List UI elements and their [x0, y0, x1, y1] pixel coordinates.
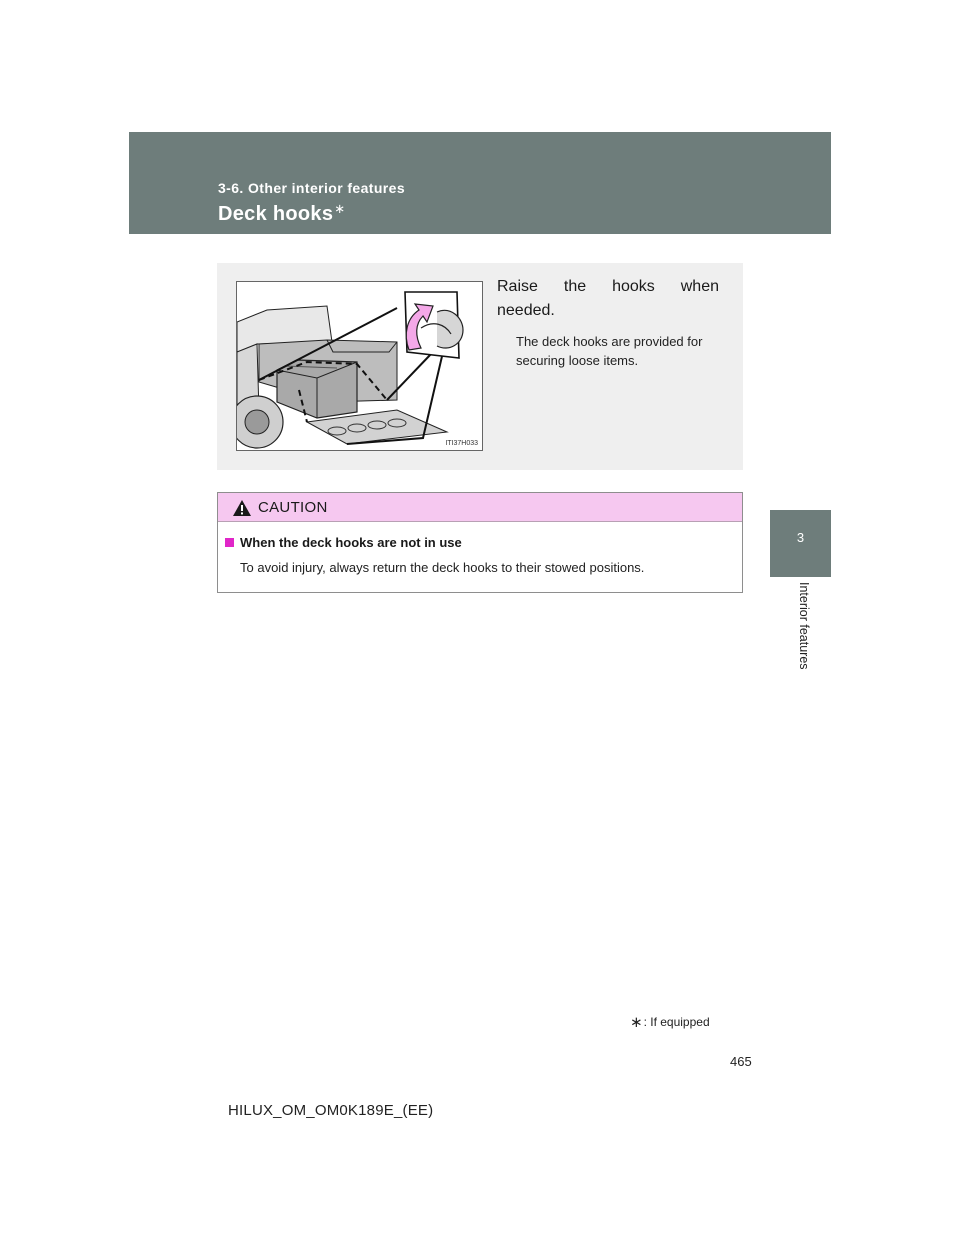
if-equipped-marker: ∗ [334, 201, 346, 216]
warning-triangle-icon [232, 499, 252, 517]
page-title-text: Deck hooks [218, 203, 334, 225]
page-title [218, 201, 345, 226]
info-box [217, 263, 743, 470]
figure-code: ITI37H033 [445, 440, 478, 447]
page-number: 465 [730, 1054, 752, 1069]
caution-subheading [225, 535, 462, 550]
section-label: 3-6. Other interior features [218, 180, 406, 196]
footnote-marker: ∗ [630, 1014, 643, 1031]
footnote [630, 1013, 710, 1031]
caution-header [218, 493, 742, 522]
instruction-detail: The deck hooks are provided for securing loose items. [516, 334, 703, 368]
caution-box [217, 492, 743, 593]
instruction-heading-line1: Raise the hooks when [497, 278, 719, 295]
chapter-tab [770, 510, 831, 577]
chapter-label: Interior features [797, 582, 811, 670]
instruction-heading-line2: needed. [497, 302, 555, 319]
footnote-text: : If equipped [643, 1015, 710, 1029]
document-code: HILUX_OM_OM0K189E_(EE) [228, 1102, 434, 1119]
caution-subheading-text: When the deck hooks are not in use [240, 535, 462, 550]
deck-hook-illustration [236, 281, 483, 451]
instruction-heading [497, 275, 719, 323]
caution-title: CAUTION [258, 499, 328, 516]
header-band [129, 132, 831, 234]
truck-bed-drawing [237, 282, 483, 451]
caution-text: To avoid injury, always return the deck hooks to their stowed positions. [240, 560, 645, 575]
square-bullet-icon [225, 538, 234, 547]
chapter-number: 3 [796, 530, 805, 545]
